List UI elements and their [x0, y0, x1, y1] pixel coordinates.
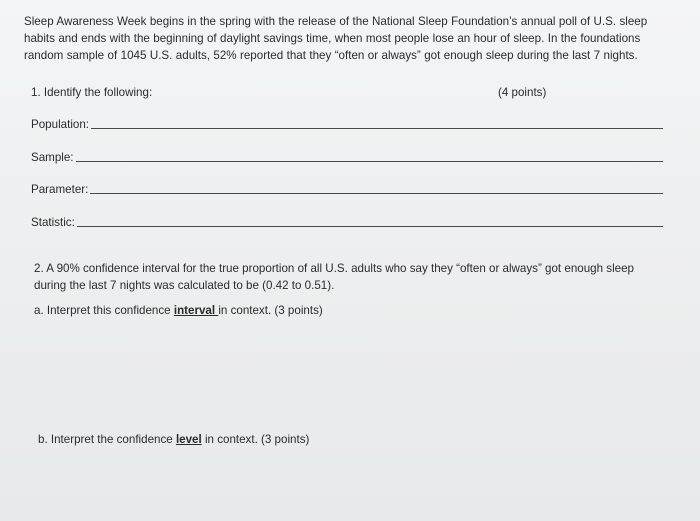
question-2a-after: in context. (3 points): [218, 304, 323, 317]
population-answer-line[interactable]: [91, 128, 663, 129]
statistic-label: Statistic:: [31, 216, 75, 229]
question-2b: [38, 433, 309, 446]
statistic-field[interactable]: [31, 216, 663, 229]
question-2a-before: a. Interpret this confidence: [34, 304, 174, 317]
intro-paragraph: Sleep Awareness Week begins in the spring with the release of the National Sleep Foundation’s annual poll of U.S. sleep habits and ends with the beginning of daylight savings time, when most people lose an hour of sleep. In the foundations random sample of 1045 U.S. adults, 52% reported that they “often or always” got enough sleep during the last 7 nights.: [24, 15, 648, 62]
sample-answer-line[interactable]: [76, 161, 663, 162]
question-2a-emphasis: interval: [173, 304, 219, 317]
parameter-answer-line[interactable]: [90, 193, 663, 194]
parameter-label: Parameter:: [31, 183, 89, 196]
population-field[interactable]: [31, 118, 663, 131]
question-1-prompt: 1. Identify the following:: [31, 86, 153, 99]
statistic-answer-line[interactable]: [77, 226, 663, 227]
question-1-points: (4 points): [498, 86, 547, 99]
sample-label: Sample:: [31, 151, 74, 164]
question-2b-before: b. Interpret the confidence: [38, 433, 176, 446]
question-2b-emphasis: level: [175, 433, 202, 446]
question-2b-after: in context. (3 points): [201, 433, 310, 446]
question-2a: [34, 304, 323, 317]
question-2-text: 2. A 90% confidence interval for the true proportion of all U.S. adults who say they “often or always” got enough sleep during the last 7 nights was calculated to be (0.42 to 0.51).: [34, 262, 635, 292]
population-label: Population:: [31, 118, 90, 131]
parameter-field[interactable]: [31, 183, 663, 196]
sample-field[interactable]: [31, 151, 663, 164]
